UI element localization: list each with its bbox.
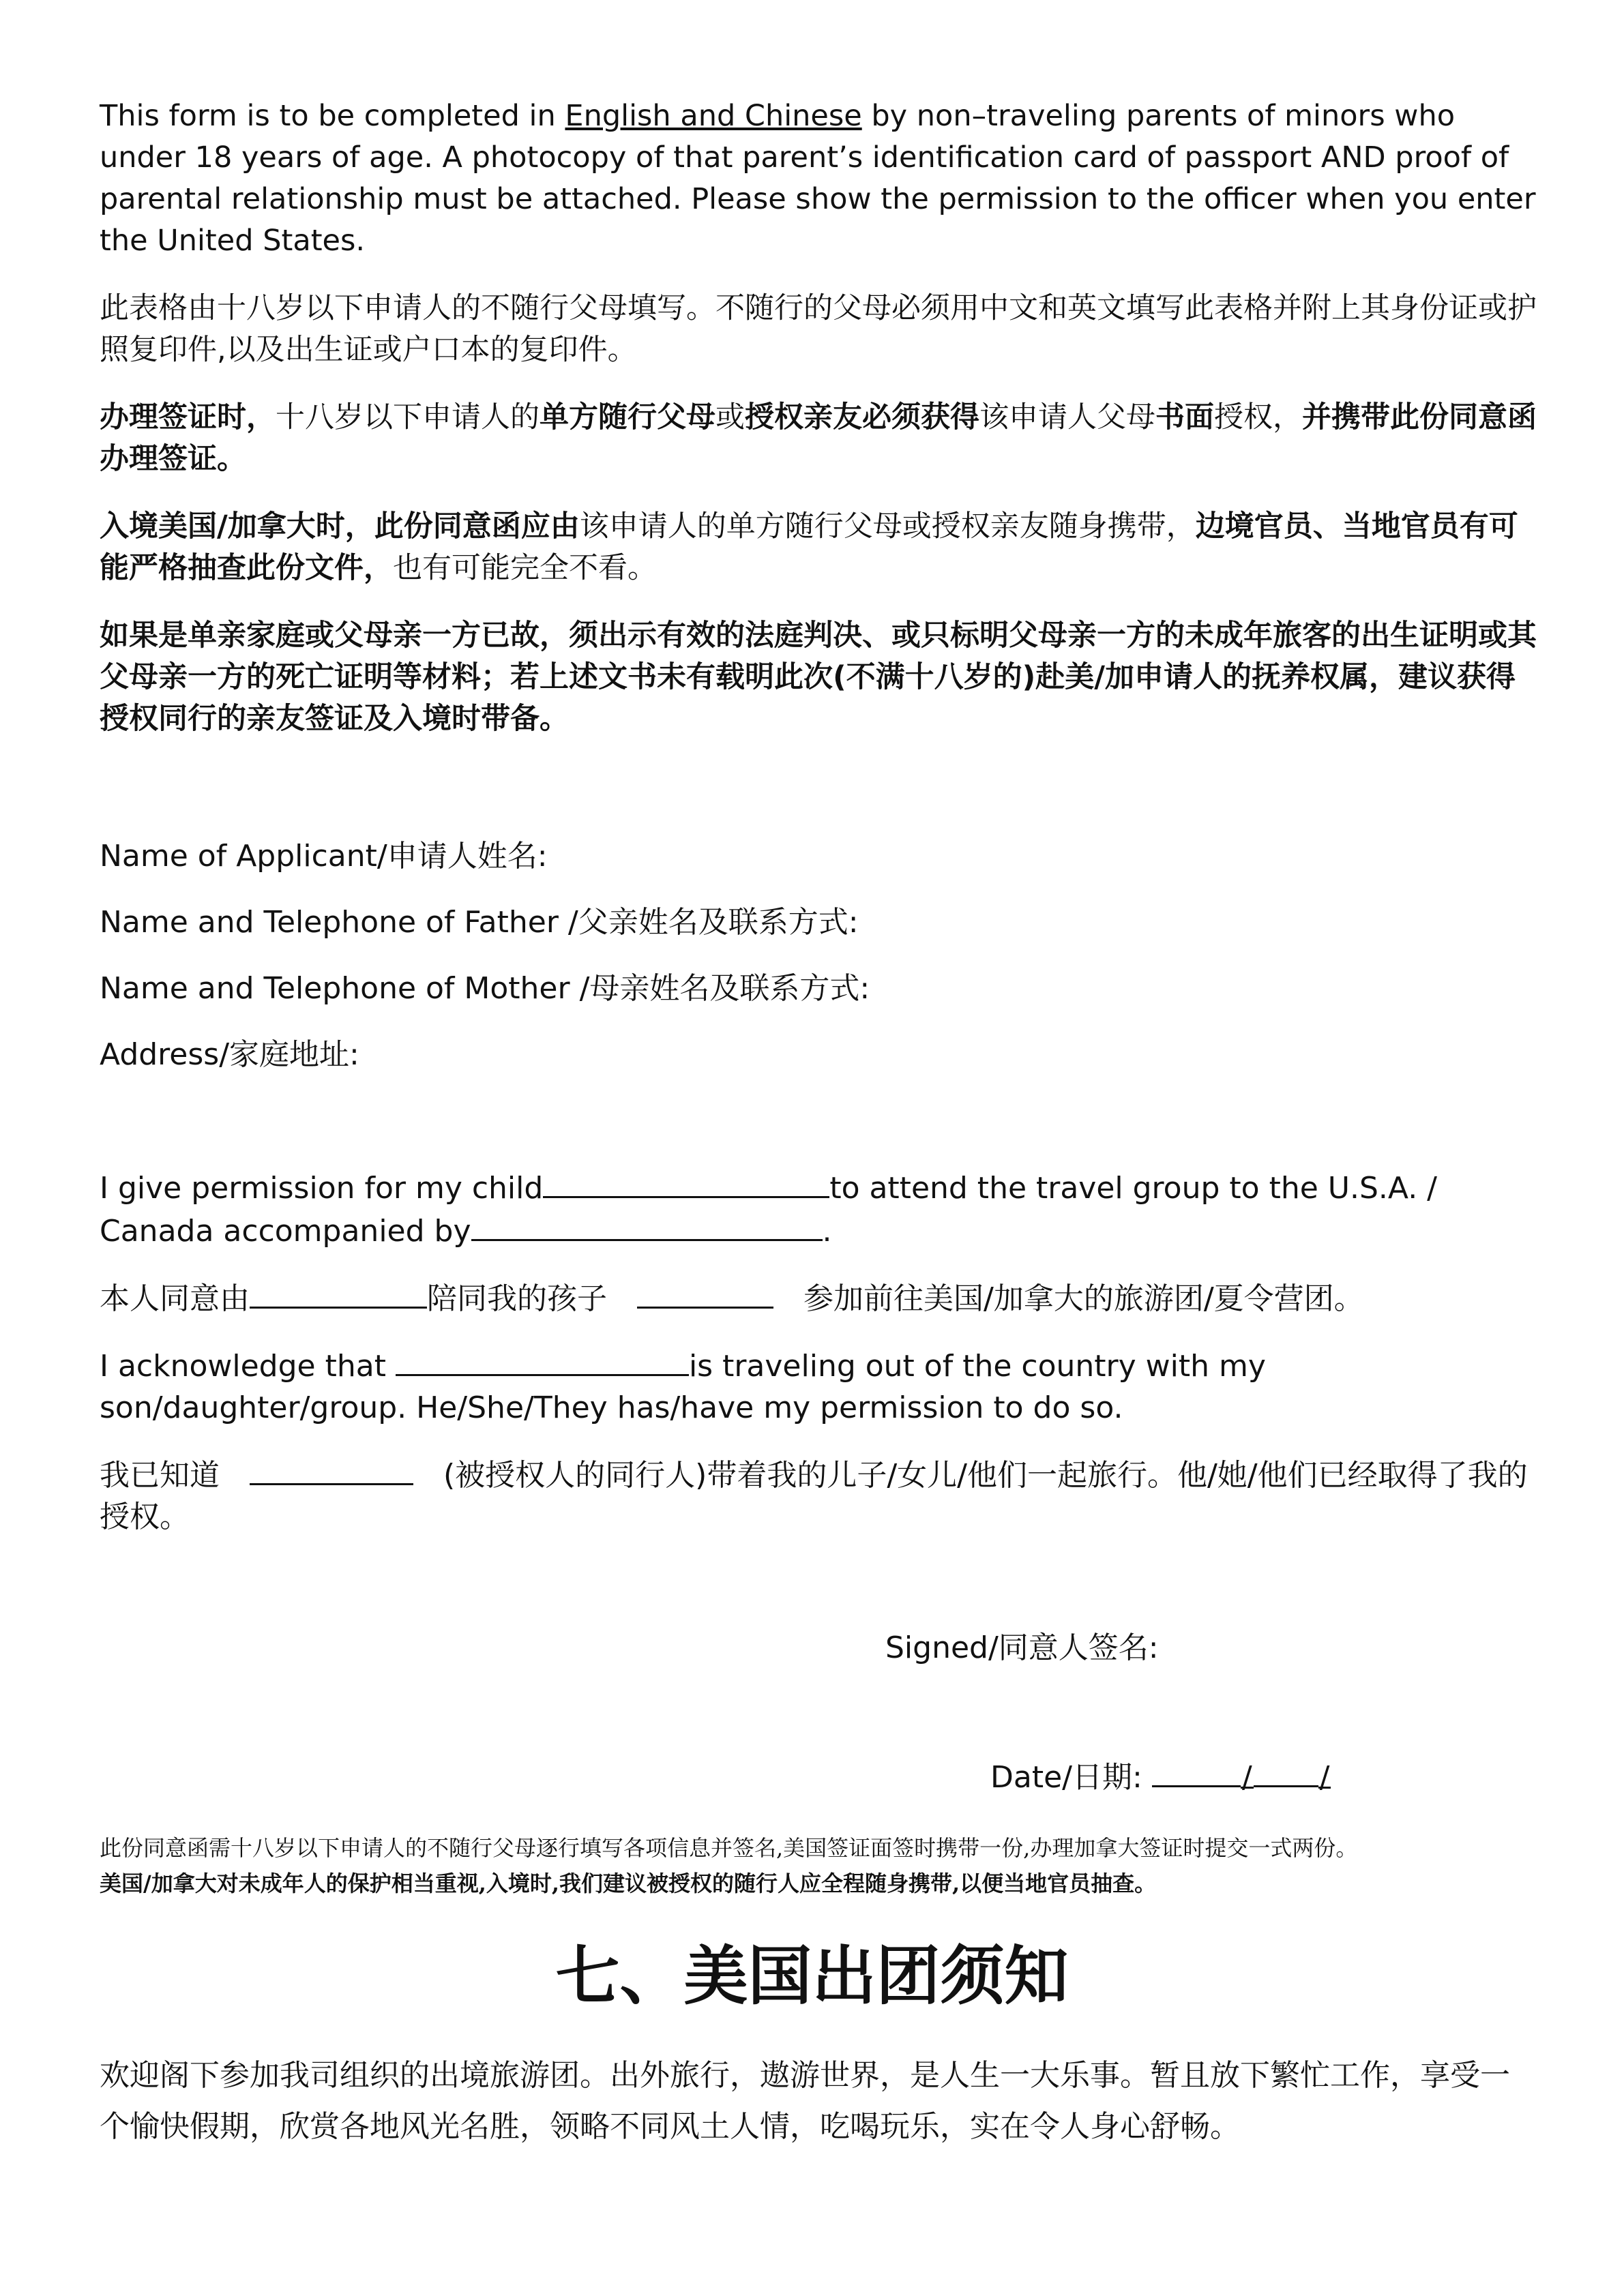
accompanied-by-blank[interactable]: [471, 1209, 823, 1241]
father-name-phone-field[interactable]: Name and Telephone of Father /父亲姓名及联系方式:: [100, 905, 859, 940]
footnote-line-1: 此份同意函需十八岁以下申请人的不随行父母逐行填写各项信息并签名,美国签证面签时携带一份,办理加拿大签证时提交一式两份。: [100, 1835, 1358, 1861]
intro-english-part1: This form is to be completed in: [100, 99, 565, 133]
consent-form-body: [100, 95, 1539, 1538]
visa-para-s5: 授权亲友必须获得: [745, 400, 979, 434]
permission-zh-b: 陪同我的孩子: [427, 1281, 607, 1316]
applicant-name-field[interactable]: Name of Applicant/申请人姓名:: [100, 839, 548, 874]
visa-para-s3: 单方随行父母: [540, 400, 715, 434]
visa-para-s6: 该申请人父母: [979, 400, 1155, 434]
visa-para-s8: 授权，: [1214, 400, 1302, 434]
intro-english-underlined: English and Chinese: [565, 99, 862, 133]
address-field[interactable]: Address/家庭地址:: [100, 1037, 359, 1072]
child-name-blank[interactable]: [543, 1166, 829, 1198]
single-parent-paragraph: 如果是单亲家庭或父母亲一方已故，须出示有效的法庭判决、或只标明父母亲一方的未成年旅客的出生证明或其父母亲一方的死亡证明等材料；若上述文书未有载明此次(不满十八岁的)赴美/加申请人的抚养权属，建议获得授权同行的亲友签证及入境时带备。: [100, 618, 1537, 736]
entry-para-s3: 边境官员、当地官员有可能严格抽查此份文件，: [100, 509, 1518, 585]
visa-paragraph: [100, 397, 1539, 480]
permission-chinese: [100, 1277, 1539, 1320]
companion-name-blank-zh[interactable]: [250, 1277, 427, 1309]
entry-para-s2: 该申请人的单方随行父母或授权亲友随身携带，: [579, 509, 1196, 543]
permission-en-c: .: [822, 1214, 832, 1249]
visa-para-s7: 书面: [1155, 400, 1214, 434]
entry-para-s4: 也有可能完全不看。: [393, 551, 657, 585]
entry-para-s1: 入境美国/加拿大时，此份同意函应由: [100, 509, 580, 543]
visa-para-s1: 办理签证时，: [100, 400, 276, 434]
footnote-line-2: 美国/加拿大对未成年人的保护相当重视,入境时,我们建议被授权的随行人应全程随身携带,以便当地官员抽查。: [100, 1870, 1157, 1896]
mother-name-phone-field[interactable]: Name and Telephone of Mother /母亲姓名及联系方式:: [100, 971, 870, 1006]
acknowledge-english: [100, 1344, 1539, 1429]
date-month-blank[interactable]: [1254, 1755, 1318, 1787]
acknowledge-chinese: [100, 1453, 1539, 1538]
permission-zh-c: 参加前往美国/加拿大的旅游团/夏令营团。: [803, 1281, 1364, 1316]
intro-english: [100, 95, 1539, 262]
acknowledge-en-b: is traveling out of the country with my son/daughter/group. He/She/They has/have my permission to do so.: [100, 1349, 1266, 1425]
traveler-name-blank[interactable]: [396, 1344, 689, 1376]
permission-zh-a: 本人同意由: [100, 1281, 250, 1316]
acknowledge-zh-a: 我已知道: [100, 1458, 220, 1493]
permission-en-a: I give permission for my child: [100, 1171, 544, 1206]
permission-english: [100, 1166, 1539, 1252]
visa-para-s2: 十八岁以下申请人的: [276, 400, 540, 434]
date-sep-1: /: [1241, 1757, 1254, 1789]
acknowledge-en-a: I acknowledge that: [100, 1349, 396, 1384]
date-year-blank[interactable]: [1152, 1755, 1241, 1787]
welcome-paragraph: 欢迎阁下参加我司组织的出境旅游团。出外旅行，遨游世界，是人生一大乐事。暂且放下繁忙工作，享受一个愉快假期，欣赏各地风光名胜，领略不同风土人情，吃喝玩乐，实在令人身心舒畅。: [100, 2058, 1510, 2144]
signature-field[interactable]: Signed/同意人签名:: [885, 1630, 1159, 1665]
permission-en-b: to attend the travel group to the U.S.A. / Canada accompanied by: [100, 1171, 1437, 1249]
entry-paragraph: [100, 506, 1539, 589]
footnote: [100, 1830, 1539, 1901]
intro-chinese: 此表格由十八岁以下申请人的不随行父母填写。不随行的父母必须用中文和英文填写此表格并附上其身份证或护照复印件,以及出生证或户口本的复印件。: [100, 291, 1537, 367]
child-name-blank-zh[interactable]: [637, 1277, 773, 1309]
intro-english-part2: by non–traveling parents of minors who under 18 years of age. A photocopy of that parent’s identification card of passport AND proof of parental relationship must be attached. Please show the permission to the officer when you enter the United States.: [100, 99, 1536, 258]
acknowledge-zh-b: (被授权人的同行人)带着我的儿子/女儿/他们一起旅行。他/她/他们已经取得了我的授权。: [100, 1458, 1528, 1534]
date-label: Date/日期:: [990, 1760, 1142, 1795]
visa-para-s4: 或: [715, 400, 745, 434]
date-field[interactable]: [990, 1755, 1331, 1798]
visa-para-s9: 并携带此份同意函办理签证。: [100, 400, 1537, 476]
date-sep-2: /: [1318, 1757, 1331, 1789]
traveler-name-blank-zh[interactable]: [250, 1453, 413, 1485]
section-heading: 七、美国出团须知: [555, 1939, 1069, 2014]
